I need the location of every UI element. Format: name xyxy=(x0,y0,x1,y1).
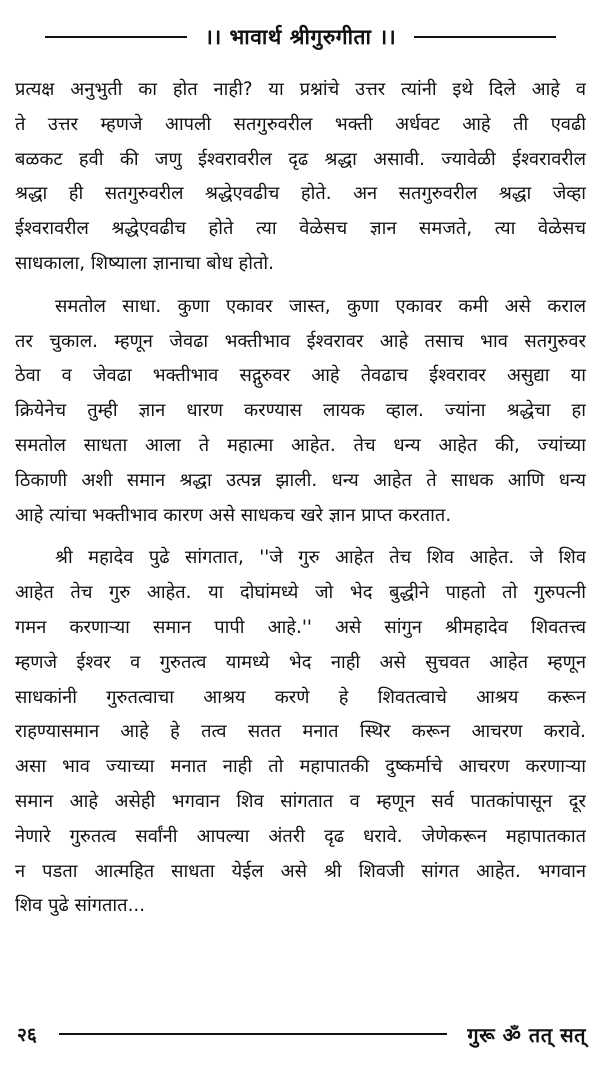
text-line: समतोल साधता आला ते महात्मा आहेत. तेच धन्य आहेत की, ज्यांच्या xyxy=(15,434,586,456)
text-line: क्रियेनेच तुम्ही ज्ञान धारण करण्यास लायक व्हाल. ज्यांना श्रद्धेचा हा xyxy=(15,400,586,422)
text-line: नेणारे गुरुतत्व सर्वांनी आपल्या अंतरी दृढ धरावे. जेणेकरून महापातकात xyxy=(15,825,586,847)
text-line: बळकट हवी की जणु ईश्वरावरील दृढ श्रद्धा असावी. ज्यावेळी ईश्वरावरील xyxy=(15,148,586,170)
text-line: श्रद्धा ही सतगुरुवरील श्रद्धेएवढीच होते. अन सतगुरुवरील श्रद्धा जेव्हा xyxy=(15,183,586,205)
paragraph xyxy=(15,541,586,924)
page-number: २६ xyxy=(17,1024,37,1046)
footer-rule xyxy=(59,1033,448,1035)
paragraph-gap xyxy=(15,282,586,290)
running-header xyxy=(15,20,586,54)
text-line: ईश्वरावरील श्रद्धेएवढीच होते त्या वेळेसच ज्ञान समजते, त्या वेळेसच xyxy=(15,218,586,240)
text-line: गमन करणाऱ्या समान पापी आहे.'' असे सांगुन श्रीमहादेव शिवतत्त्व xyxy=(15,616,586,638)
paragraph xyxy=(15,73,586,282)
text-line: असा भाव ज्याच्या मनात नाही तो महापातकी दुष्कर्माचे आचरण करणाऱ्या xyxy=(15,756,586,778)
text-line: तर चुकाल. म्हणून जेवढा भक्तीभाव ईश्वरावर आहे तसाच भाव सतगुरुवर xyxy=(15,330,586,352)
paragraph xyxy=(15,290,586,534)
text-line: समान आहे असेही भगवान शिव सांगतात व म्हणून सर्व पातकांपासून दूर xyxy=(15,790,586,812)
text-line: आहेत तेच गुरु आहेत. या दोघांमध्ये जो भेद बुद्धीने पाहतो तो गुरुपत्नी xyxy=(15,582,586,604)
page-body xyxy=(15,73,586,924)
text-line: ठिकाणी अशी समान श्रद्धा उत्पन्न झाली. धन्य आहेत ते साधक आणि धन्य xyxy=(15,469,586,491)
text-line: ठेवा व जेवढा भक्तीभाव सद्गुरुवर आहे तेवढाच ईश्वरावर असुद्या या xyxy=(15,365,586,387)
text-line: प्रत्यक्ष अनुभुती का होत नाही? या प्रश्नांचे उत्तर त्यांनी इथे दिले आहे व xyxy=(15,79,586,100)
text-line: साधकांनी गुरुतत्वाचा आश्रय करणे हे शिवतत्वाचे आश्रय करून xyxy=(15,686,586,708)
text-line: न पडता आत्महित साधता येईल असे श्री शिवजी सांगत आहेत. भगवान xyxy=(15,860,586,882)
header-rule-left xyxy=(45,36,187,38)
text-line: शिव पुढे सांगतात... xyxy=(15,895,146,917)
header-rule-right xyxy=(414,36,556,38)
text-line: ते उत्तर म्हणजे आपली सतगुरुवरील भक्ती अर्धवट आहे ती एवढी xyxy=(15,113,586,135)
running-footer xyxy=(15,1018,586,1050)
text-line: आहे त्यांचा भक्तीभाव कारण असे साधकच खरे ज्ञान प्राप्त करतात. xyxy=(15,504,452,526)
text-line: राहण्यासमान आहे हे तत्व सतत मनात स्थिर करून आचरण करावे. xyxy=(15,721,586,743)
footer-title: गुरू ॐ तत् सत् xyxy=(467,1022,586,1047)
paragraph-gap xyxy=(15,533,586,541)
text-line: श्री महादेव पुढे सांगतात, ''जे गुरु आहेत तेच शिव आहेत. जे शिव xyxy=(55,547,586,569)
text-line: साधकाला, शिष्याला ज्ञानाचा बोध होतो. xyxy=(15,252,274,274)
text-line: समतोल साधा. कुणा एकावर जास्त, कुणा एकावर कमी असे कराल xyxy=(55,295,586,317)
text-line: म्हणजे ईश्वर व गुरुतत्व यामध्ये भेद नाही असे सुचवत आहेत म्हणून xyxy=(15,651,586,673)
header-title: ।। भावार्थ श्रीगुरुगीता ।। xyxy=(204,25,397,49)
